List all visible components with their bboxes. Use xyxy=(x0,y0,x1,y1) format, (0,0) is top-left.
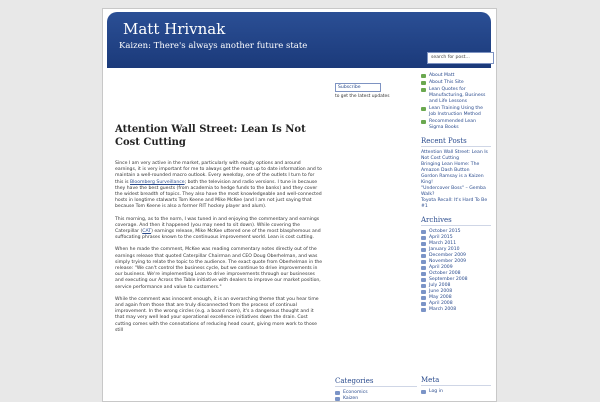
page-link[interactable] xyxy=(421,87,491,105)
page-link[interactable] xyxy=(421,80,491,86)
categories-widget xyxy=(335,377,417,402)
pages-list xyxy=(421,73,491,131)
archive-bullet-icon xyxy=(421,248,426,252)
subscribe-button[interactable]: Subscribe xyxy=(335,83,381,92)
page-link-label: About This Site xyxy=(429,80,464,85)
meta-title: Meta xyxy=(421,376,491,386)
archive-label: May 2008 xyxy=(429,295,452,300)
archive-label: June 2008 xyxy=(429,289,453,294)
archives-title: Archives xyxy=(421,216,491,226)
page-link[interactable] xyxy=(421,73,491,79)
archive-label: March 2011 xyxy=(429,241,457,246)
archive-bullet-icon xyxy=(421,242,426,246)
post-paragraph-2 xyxy=(115,217,323,242)
page-link[interactable] xyxy=(421,106,491,118)
recent-posts-title: Recent Posts xyxy=(421,137,491,147)
login-label: Log in xyxy=(429,389,443,394)
page-link-label: Lean Training Using the Job Instruction Method xyxy=(429,106,483,117)
page-link-label: Recommended Lean Sigma Books xyxy=(429,119,476,130)
archive-bullet-icon xyxy=(421,302,426,306)
archive-bullet-icon xyxy=(421,284,426,288)
cat-link[interactable]: CAT xyxy=(142,229,152,235)
archive-label: July 2008 xyxy=(429,283,451,288)
site-tagline: Kaizen: There's always another future state xyxy=(119,41,308,51)
recent-post-link[interactable]: Attention Wall Street: Lean Is Not Cost Cutting xyxy=(421,150,488,161)
archive-bullet-icon xyxy=(421,308,426,312)
archive-bullet-icon xyxy=(421,254,426,258)
category-label: Economics xyxy=(343,390,368,395)
archive-bullet-icon xyxy=(421,278,426,282)
subscribe-note: to get the latest updates xyxy=(335,94,390,99)
archive-bullet-icon xyxy=(421,272,426,276)
page-link-label: About Matt xyxy=(429,73,455,78)
page-bullet-icon xyxy=(421,120,426,124)
archive-label: November 2009 xyxy=(429,259,467,264)
recent-post-link[interactable]: "Undercover Boss" – Gemba Walk? xyxy=(421,186,486,197)
page-link-label: Lean Quotes for Manufacturing, Business and Life Lessons xyxy=(429,87,486,104)
main-content xyxy=(115,123,323,333)
site-title[interactable]: Matt Hrivnak xyxy=(123,20,226,38)
paragraph-text: ; both the television and radio versions. I tune in because they have the best guests (from academia to hedge funds to the banks) and they cover the widest breadth of topics. They also have the most knowledgeable and well-connected hosts in longtime stalwarts Tom Keene and Mike McKee (and I am not just saying that because Tom Keene is also a former RIT hockey player and alum). xyxy=(115,179,322,210)
categories-title: Categories xyxy=(335,377,417,387)
meta-widget xyxy=(421,376,491,395)
archive-link[interactable] xyxy=(421,307,491,313)
archive-bullet-icon xyxy=(421,230,426,234)
category-label: Kaizen xyxy=(343,396,359,401)
archive-label: October 2008 xyxy=(429,271,461,276)
post-paragraph-3: When he made the comment, McKee was reading commentary notes directly out of the earnings release that quoted Caterpillar Chairman and CEO Doug Oberhelman, and was simply trying to relate the topic to the audience. The exact quote from Oberhelman in the release: "We can't control the business cycle, but we continue to drive improvements in our business. We're implementing Lean to drive improvements through our businesses and executing our Across the Table initiative with dealers to improve our market position, service performance and value to customers." xyxy=(115,247,323,290)
archive-label: September 2008 xyxy=(429,277,468,282)
archive-label: October 2015 xyxy=(429,229,461,234)
bloomberg-link[interactable]: Bloomberg Surveillance xyxy=(129,179,185,185)
archive-bullet-icon xyxy=(421,296,426,300)
archive-bullet-icon xyxy=(421,260,426,264)
archive-label: April 2015 xyxy=(429,235,453,240)
archive-bullet-icon xyxy=(421,290,426,294)
category-bullet-icon xyxy=(335,397,340,401)
subscribe-widget xyxy=(335,73,417,99)
page-bullet-icon xyxy=(421,88,426,92)
recent-post-link[interactable]: Gordon Ramsay is a Kaizen King! xyxy=(421,174,484,185)
archive-bullet-icon xyxy=(421,266,426,270)
post-paragraph-1 xyxy=(115,161,323,211)
recent-post-link[interactable]: Bringing Lean Home: The Amazon Dash Button xyxy=(421,162,480,173)
paragraph-text: ) earnings release, Mike McKee uttered one of the most blasphemous and suffocating phrases known to the continuous improvement world. Lean is cost cutting. xyxy=(115,229,321,241)
archive-label: April 2009 xyxy=(429,265,453,270)
login-link[interactable] xyxy=(421,389,491,395)
site-header xyxy=(107,12,491,68)
archive-label: January 2010 xyxy=(429,247,460,252)
archive-label: December 2009 xyxy=(429,253,466,258)
search-input[interactable]: search for post... xyxy=(427,52,494,64)
recent-post-link[interactable]: Toyota Recall: It's Hard To Be #1 xyxy=(421,198,488,209)
page-bullet-icon xyxy=(421,107,426,111)
right-sidebar xyxy=(421,73,491,313)
page-bullet-icon xyxy=(421,81,426,85)
category-link[interactable] xyxy=(335,396,417,402)
paragraph-text: Since I am very active in the market, particularly with equity options and around earnings, it is very important for me to always get the most up to date information and to maintain a well-rounded macro outlook. Every weekday, one of the outlets I turn to for this is xyxy=(115,161,322,185)
archive-label: April 2008 xyxy=(429,301,453,306)
page-link[interactable] xyxy=(421,119,491,131)
archive-label: March 2008 xyxy=(429,307,457,312)
page-bullet-icon xyxy=(421,74,426,78)
post-title[interactable]: Attention Wall Street: Lean Is Not Cost Cutting xyxy=(115,124,306,148)
post-body xyxy=(115,161,323,340)
page-container xyxy=(102,8,497,402)
post-paragraph-4: While the comment was innocent enough, it is an overarching theme that you hear time and again from those that are truly disconnected from the process of continual improvement. In the wrong circles (e.g. a board room), it's a dangerous thought and it that may very well lead your operational excellence initiatives down the drain. Cost cutting comes with the connotations of reducing head count, giving more work to those still xyxy=(115,296,319,333)
meta-bullet-icon xyxy=(421,390,426,394)
paragraph-text: This morning, as to the norm, I was tuned in and enjoying the commentary and earnings coverage. And then it happened (you may need to sit down). While covering the Caterpillar ( xyxy=(115,216,320,235)
category-bullet-icon xyxy=(335,391,340,395)
archive-bullet-icon xyxy=(421,236,426,240)
